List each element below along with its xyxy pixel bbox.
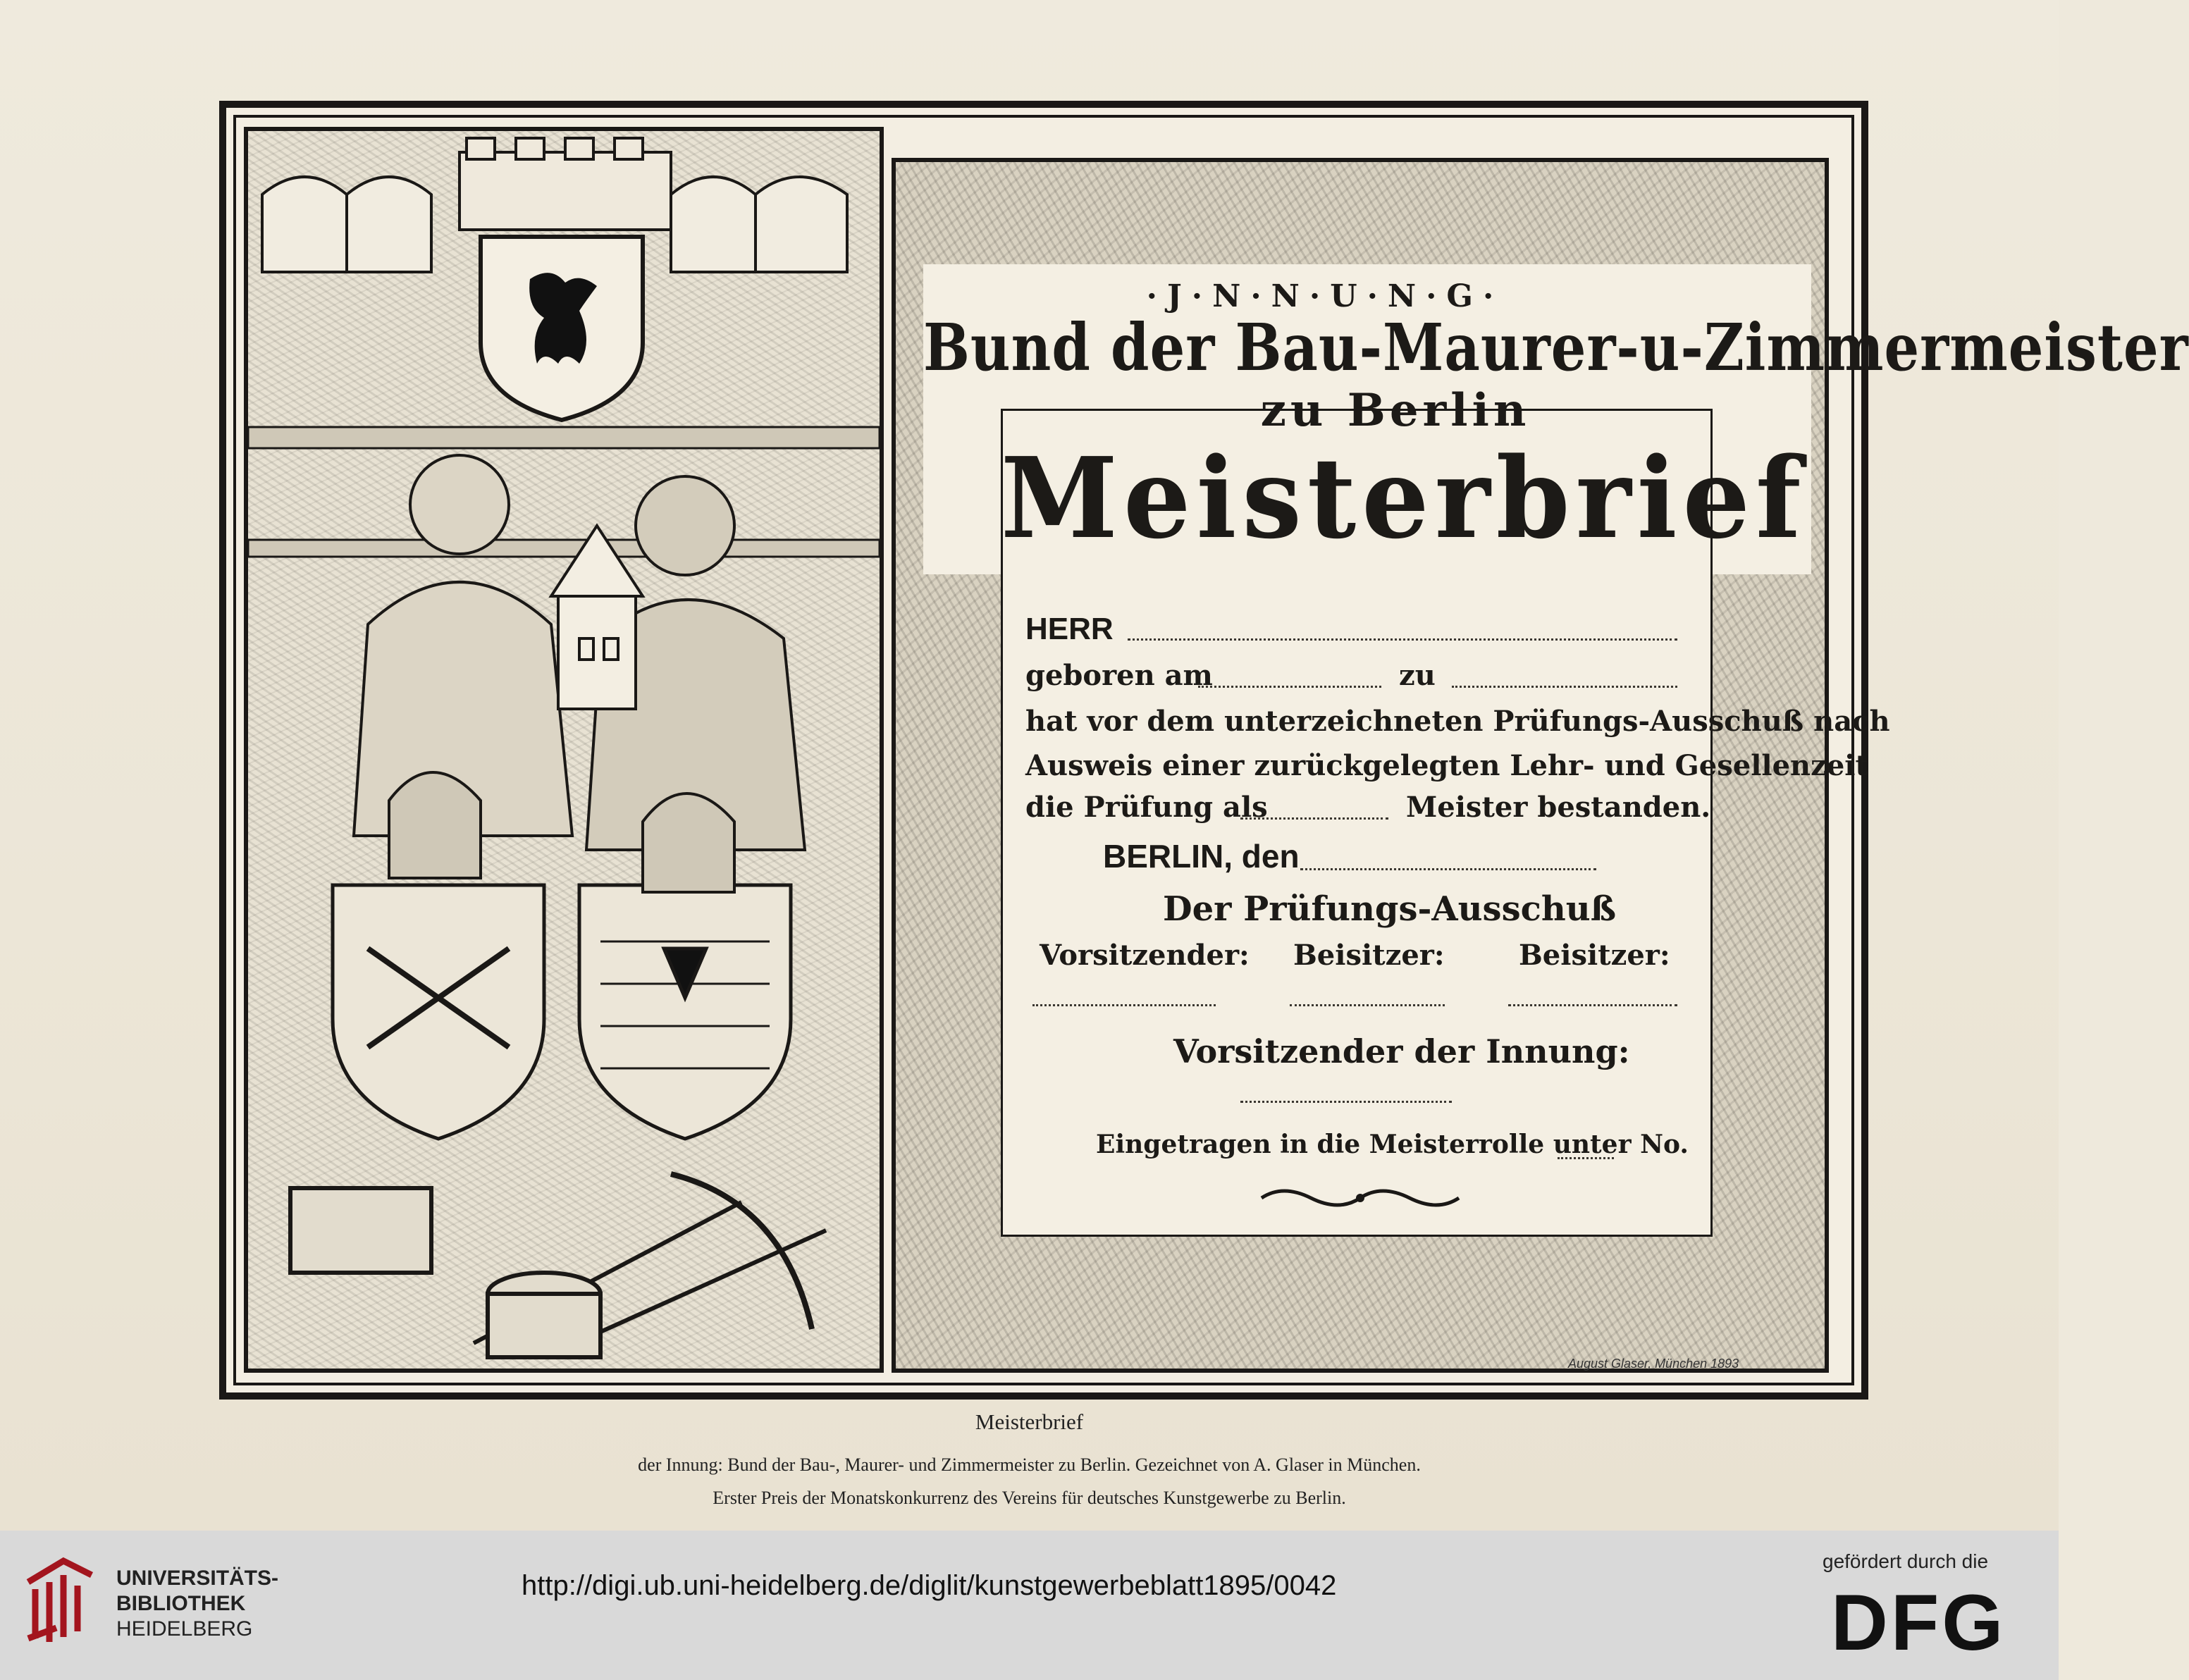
exam-label: die Prüfung als xyxy=(1025,791,1268,824)
guild-name: Bund der Bau-Maurer-u-Zimmermeister xyxy=(923,310,2189,386)
date-place-label: BERLIN, den xyxy=(1103,838,1300,875)
born-label: geboren am xyxy=(1025,659,1213,692)
date-field-line xyxy=(1300,868,1596,870)
craft-tools xyxy=(290,1174,826,1357)
guild-heading: ·J·N·N·U·N·G· xyxy=(1146,278,1504,314)
caption-line-2: der Innung: Bund der Bau-, Maurer- und Zimmermeister zu Berlin. Gezeichnet von A. Glaser in München. xyxy=(638,1454,1421,1475)
flourish-ornament xyxy=(1254,1184,1466,1212)
dfg-logo[interactable]: DFG xyxy=(1831,1579,2006,1667)
trade-field-line xyxy=(1240,817,1388,820)
caption-line-3: Erster Preis der Monatskonkurrenz des Vereins für deutsches Kunstgewerbe zu Berlin. xyxy=(713,1488,1346,1508)
birthplace-field-line xyxy=(1452,686,1677,688)
herr-label: HERR xyxy=(1025,612,1114,646)
guild-chair-heading: Vorsitzender der Innung: xyxy=(1173,1032,1630,1070)
birthdate-field-line xyxy=(1198,686,1381,688)
castle-crown xyxy=(460,138,671,230)
caption-title: Meisterbrief xyxy=(975,1409,1084,1434)
engraving-illustration xyxy=(248,131,880,1369)
assessor-label-2: Beisitzer: xyxy=(1519,939,1670,972)
committee-heading: Der Prüfungs-Ausschuß xyxy=(1163,889,1617,929)
register-number-line xyxy=(1558,1157,1614,1159)
assessor-signature-line-2 xyxy=(1508,1004,1677,1006)
assessor-label-1: Beisitzer: xyxy=(1293,939,1445,972)
illustration-panel xyxy=(244,127,884,1373)
passed-label: Meister bestanden. xyxy=(1406,791,1711,824)
register-label: Eingetragen in die Meisterrolle unter No. xyxy=(1096,1130,1689,1159)
city-line: zu Berlin xyxy=(1260,384,1531,437)
guild-shield-left xyxy=(333,885,544,1139)
permalink-url[interactable]: http://digi.ub.uni-heidelberg.de/diglit/kunstgewerbeblatt1895/0042 xyxy=(522,1570,1337,1601)
chair-label: Vorsitzender: xyxy=(1040,939,1250,972)
place-label: zu xyxy=(1399,659,1436,692)
artist-credit xyxy=(1568,1357,1739,1371)
library-name[interactable] xyxy=(116,1566,278,1642)
text-line-4: Ausweis einer zurückgelegten Lehr- und Gesellenzeit xyxy=(1025,749,1868,782)
master-figure-left xyxy=(354,455,572,836)
footer-bar xyxy=(0,1531,2059,1680)
library-name-line-3: HEIDELBERG xyxy=(116,1617,253,1641)
assessor-signature-line-1 xyxy=(1290,1004,1445,1006)
berlin-bear-shield xyxy=(481,237,643,420)
guild-shield-right xyxy=(579,885,791,1139)
artist-name: August Glaser, München xyxy=(1568,1357,1708,1371)
university-library-logo[interactable] xyxy=(21,1554,99,1645)
library-name-line-2: BIBLIOTHEK xyxy=(116,1592,246,1615)
funding-note: gefördert durch die xyxy=(1823,1550,1989,1572)
library-name-line-1: UNIVERSITÄTS- xyxy=(116,1567,279,1590)
artwork-year: 1893 xyxy=(1710,1357,1739,1371)
certificate-title: Meisterbrief xyxy=(1001,433,1807,564)
guild-chair-signature-line xyxy=(1240,1101,1452,1103)
chair-signature-line xyxy=(1032,1004,1216,1006)
name-field-line xyxy=(1128,638,1677,641)
text-line-3: hat vor dem unterzeichneten Prüfungs-Ausschuß nach xyxy=(1025,705,1890,738)
